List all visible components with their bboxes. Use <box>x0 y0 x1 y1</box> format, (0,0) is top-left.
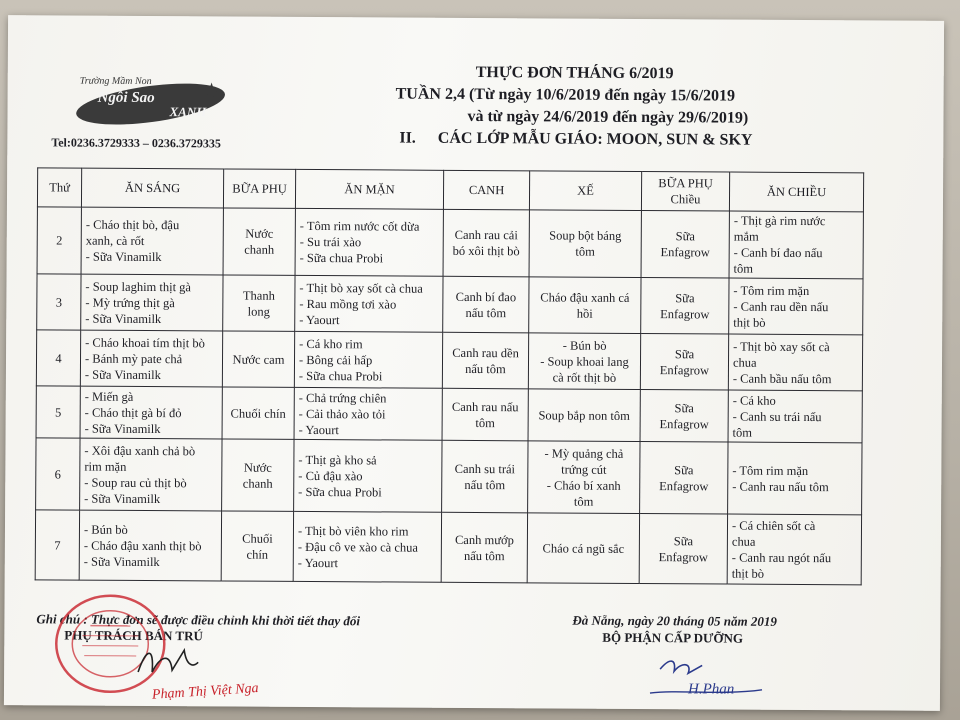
menu-item-line: - Miến gà <box>84 389 134 404</box>
afternoon-light-meal-cell <box>528 333 640 390</box>
menu-item-line: - Cháo khoai tím thịt bò <box>85 335 205 350</box>
table-row <box>36 330 862 391</box>
menu-item-line: - Sữa chua Probi <box>298 368 383 383</box>
soup-cell <box>442 440 528 513</box>
day-cell: 2 <box>37 207 81 274</box>
afternoon-snack-cell <box>640 442 728 515</box>
menu-item-line: - Yaourt <box>299 312 340 327</box>
menu-item-line: - Cá kho rim <box>299 336 363 351</box>
menu-item-line: - Sữa Vinamilk <box>84 421 161 436</box>
breakfast-cell <box>81 207 223 275</box>
table-header-row <box>37 168 863 212</box>
afternoon-light-meal-cell <box>527 513 639 584</box>
main-dish-cell <box>293 511 441 582</box>
menu-item-line: - Bông cải hấp <box>298 352 373 367</box>
menu-item-line: Sữa <box>674 346 695 361</box>
menu-item-line: - Cá chiên sốt cà <box>731 518 816 533</box>
menu-item-line: - Yaourt <box>297 555 339 570</box>
menu-title: THỰC ĐƠN THÁNG 6/2019 <box>475 64 674 83</box>
menu-item-line: Cháo đậu xanh cá <box>540 289 630 305</box>
table-row <box>36 386 862 443</box>
menu-item-line: - Sữa Vinamilk <box>84 491 161 506</box>
menu-item-line: thịt bò <box>731 566 765 581</box>
menu-item-line: - Chả trứng chiên <box>298 390 387 405</box>
main-dish-cell <box>294 387 442 440</box>
logo-name-2: XANH <box>169 104 207 120</box>
menu-item-line: cà rốt thịt bò <box>552 369 617 385</box>
menu-item-line: - Canh rau dền nấu <box>733 299 829 314</box>
section-title: CÁC LỚP MẪU GIÁO: MOON, SUN & SKY <box>437 129 753 149</box>
afternoon-light-meal-cell <box>529 210 641 278</box>
table-row <box>36 438 862 515</box>
column-header: BỮA PHỤ Chiều <box>641 172 729 212</box>
dinner-cell <box>729 211 863 279</box>
menu-item-line: - Cháo đậu xanh thịt bò <box>83 538 202 553</box>
menu-item-line: hồi <box>576 306 593 321</box>
menu-item-line: - Canh rau ngót nấu <box>731 550 832 565</box>
menu-item-line: Sữa <box>673 533 694 548</box>
menu-item-line: nấu tôm <box>463 548 505 563</box>
breakfast-cell <box>80 438 222 511</box>
snack-cell <box>222 387 294 439</box>
menu-item-line: Sữa <box>674 400 694 415</box>
menu-item-line: tôm <box>573 494 594 509</box>
menu-item-line: - Củ đậu xào <box>298 468 363 483</box>
menu-item-line: - Mỳ trứng thịt gà <box>85 295 175 310</box>
menu-item-line: Enfagrow <box>659 416 709 431</box>
menu-item-line: chanh <box>242 476 273 491</box>
table-row <box>35 510 861 585</box>
menu-item-line: - Rau mồng tơi xào <box>299 296 397 312</box>
menu-item-line: Sữa <box>675 229 695 244</box>
star-icon: ★ <box>201 78 222 104</box>
menu-item-line: chín <box>246 547 269 562</box>
section-heading <box>399 130 752 150</box>
place-date: Đà Nẵng, ngày 20 tháng 05 năm 2019 <box>572 612 777 629</box>
snack-cell <box>223 275 295 331</box>
menu-item-line: - Thịt gà kho sả <box>298 452 377 467</box>
menu-item-line: - Cải thảo xào tỏi <box>298 406 386 421</box>
dinner-cell <box>728 390 862 443</box>
menu-item-line: chua <box>732 355 757 370</box>
logo-name-1: Ngôi Sao <box>97 89 155 107</box>
column-header: CANH <box>443 170 529 210</box>
menu-item-line: mắm <box>733 229 759 244</box>
menu-item-line: Canh rau dền <box>452 345 519 360</box>
column-header: XẾ <box>529 171 641 211</box>
soup-cell <box>443 209 529 277</box>
table-body <box>35 207 863 585</box>
column-header: ĂN CHIỀU <box>729 172 863 212</box>
menu-item-line: - Cháo thịt gà bí đỏ <box>84 405 182 420</box>
menu-item-line: Chuối chín <box>230 406 286 421</box>
menu-item-line: - Sữa Vinamilk <box>85 249 162 265</box>
department-signature <box>640 649 770 710</box>
snack-cell <box>222 439 294 511</box>
menu-item-line: tôm <box>733 261 754 276</box>
week-range-line-1: TUẦN 2,4 (Từ ngày 10/6/2019 đến ngày 15/6/2019 <box>395 85 736 105</box>
main-dish-cell <box>294 439 442 512</box>
snack-cell <box>221 511 293 581</box>
menu-item-line: - Bánh mỳ pate chả <box>84 351 183 366</box>
menu-item-line: Soup bắp non tôm <box>538 407 630 423</box>
menu-item-line: - Sữa Vinamilk <box>84 367 161 382</box>
breakfast-cell <box>80 330 222 387</box>
day-cell: 5 <box>36 386 80 438</box>
menu-item-line: Sữa <box>675 290 695 305</box>
menu-item-line: - Đậu cô ve xào cà chua <box>297 539 418 555</box>
menu-item-line: - Thịt gà rim nước <box>733 213 826 229</box>
day-cell: 4 <box>36 330 80 386</box>
menu-item-line: - Tôm rim mặn <box>732 463 809 478</box>
soup-cell <box>443 276 529 333</box>
menu-item-line: - Thịt bò xay sốt cà chua <box>299 280 423 296</box>
afternoon-light-meal-cell <box>528 441 640 514</box>
breakfast-cell <box>81 274 223 331</box>
menu-item-line: long <box>247 304 270 319</box>
menu-item-line: bó xôi thịt bò <box>452 243 520 259</box>
menu-item-line: Nước cam <box>232 352 285 367</box>
department-signature-text: H.Phan <box>687 681 735 698</box>
menu-item-line: chua <box>731 534 756 549</box>
main-dish-cell <box>295 208 443 276</box>
menu-item-line: Enfagrow <box>659 362 710 377</box>
soup-cell <box>442 388 528 441</box>
menu-item-line: - Soup khoai lang <box>540 353 629 369</box>
menu-item-line: Nước <box>243 460 272 475</box>
soup-cell <box>442 332 528 389</box>
menu-item-line: - Thịt bò viên kho rim <box>297 523 409 539</box>
soup-cell <box>441 512 527 583</box>
afternoon-snack-cell <box>640 334 728 391</box>
menu-item-line: - Su trái xào <box>299 234 362 250</box>
menu-item-line: Enfagrow <box>660 245 710 260</box>
menu-item-line: - Xôi đậu xanh chả bò <box>84 443 196 458</box>
menu-item-line: rim mặn <box>84 459 127 474</box>
section-number: II. <box>399 129 416 147</box>
menu-item-line: - Bún bò <box>83 522 128 537</box>
snack-cell <box>223 208 295 275</box>
menu-item-line: - Cá kho <box>732 393 776 408</box>
menu-item-line: - Sữa Vinamilk <box>83 554 160 569</box>
main-dish-cell <box>295 275 443 332</box>
menu-item-line: Enfagrow <box>658 549 709 564</box>
menu-item-line: - Thịt bò xay sốt cà <box>733 339 830 354</box>
column-header: BỮA PHỤ <box>223 169 295 208</box>
school-logo <box>71 76 241 129</box>
menu-item-line: - Yaourt <box>298 422 339 437</box>
day-cell: 7 <box>35 510 79 580</box>
menu-item-line: Nước <box>245 226 274 241</box>
department-title: BỘ PHẬN CẤP DƯỠNG <box>602 629 744 646</box>
afternoon-light-meal-cell <box>529 277 641 334</box>
menu-item-line: chanh <box>244 242 275 257</box>
main-dish-cell <box>294 331 442 388</box>
menu-item-line: nấu tôm <box>465 305 507 320</box>
table-row <box>37 274 863 335</box>
menu-item-line: nấu tôm <box>464 477 506 492</box>
afternoon-snack-cell <box>639 514 727 585</box>
menu-item-line: Soup bột báng <box>549 228 622 243</box>
responsible-signature <box>132 642 202 682</box>
menu-item-line: - Bún bò <box>562 338 607 353</box>
menu-item-line: - Canh bí đao nấu <box>733 245 823 261</box>
menu-item-line: - Sữa chua Probi <box>298 484 382 499</box>
breakfast-cell <box>80 386 222 439</box>
responsible-title: PHỤ TRÁCH BÁN TRÚ <box>64 627 203 644</box>
menu-item-line: - Mỳ quảng chả <box>544 445 624 461</box>
menu-item-line: - Soup laghim thịt gà <box>85 279 192 294</box>
column-header: ĂN SÁNG <box>81 168 223 208</box>
menu-item-line: thịt bò <box>733 315 766 330</box>
column-header: ĂN MẶN <box>295 169 443 209</box>
meal-menu-table <box>35 167 865 585</box>
day-cell: 3 <box>37 274 81 330</box>
day-cell: 6 <box>36 438 80 510</box>
menu-item-line: Canh su trái <box>454 461 516 476</box>
menu-item-line: Cháo cá ngũ sắc <box>542 540 625 556</box>
breakfast-cell <box>79 510 221 581</box>
menu-item-line: - Cháo thịt bò, đậu <box>85 217 180 233</box>
menu-item-line: - Canh su trái nấu <box>732 409 822 424</box>
menu-item-line: - Canh rau nấu tôm <box>732 479 829 494</box>
menu-item-line: xanh, cà rốt <box>85 233 145 248</box>
snack-cell <box>222 331 294 387</box>
dinner-cell <box>728 334 862 391</box>
afternoon-snack-cell <box>640 390 728 443</box>
menu-item-line: - Canh bầu nấu tôm <box>732 371 832 386</box>
column-header: Thứ <box>37 168 81 207</box>
menu-item-line: nấu tôm <box>465 361 506 376</box>
menu-item-line: Canh rau nấu <box>451 399 519 414</box>
responsible-name: Phạm Thị Việt Nga <box>151 680 260 703</box>
menu-item-line: - Soup rau củ thịt bò <box>84 475 187 490</box>
table-row <box>37 207 863 279</box>
dinner-cell <box>729 278 863 335</box>
afternoon-snack-cell <box>641 278 729 335</box>
menu-item-line: tôm <box>732 425 753 440</box>
menu-item-line: tôm <box>475 415 495 430</box>
menu-item-line: - Sữa chua Probi <box>299 250 384 266</box>
phone-numbers: Tel:0236.3729333 – 0236.3729335 <box>51 135 221 151</box>
menu-item-line: Thanh <box>242 288 275 303</box>
menu-item-line: Enfagrow <box>659 478 709 493</box>
dinner-cell <box>727 514 861 585</box>
dinner-cell <box>728 442 862 515</box>
menu-sheet <box>4 15 944 711</box>
week-range-line-2: và từ ngày 24/6/2019 đến ngày 29/6/2019) <box>467 107 749 127</box>
menu-item-line: Canh bí đao <box>455 289 517 304</box>
menu-item-line: Sữa <box>674 462 694 477</box>
menu-item-line: - Cháo bí xanh <box>546 477 621 493</box>
menu-item-line: trứng cút <box>561 462 607 477</box>
afternoon-snack-cell <box>641 211 729 279</box>
menu-item-line: Enfagrow <box>660 306 710 321</box>
menu-item-line: tôm <box>575 244 595 259</box>
menu-item-line: Chuối <box>242 531 273 546</box>
menu-item-line: - Tôm rim mặn <box>733 283 810 298</box>
menu-item-line: - Sữa Vinamilk <box>85 311 162 326</box>
menu-item-line: Canh rau cải <box>454 227 518 243</box>
afternoon-light-meal-cell <box>528 389 640 442</box>
menu-item-line: - Tôm rim nước cốt dừa <box>299 218 420 234</box>
logo-top-text: Trường Mầm Non <box>79 75 152 88</box>
footnote: Ghi chú : Thực đơn sẽ được điều chỉnh khi thời tiết thay đổi <box>36 611 361 629</box>
menu-item-line: Canh mướp <box>454 532 514 547</box>
